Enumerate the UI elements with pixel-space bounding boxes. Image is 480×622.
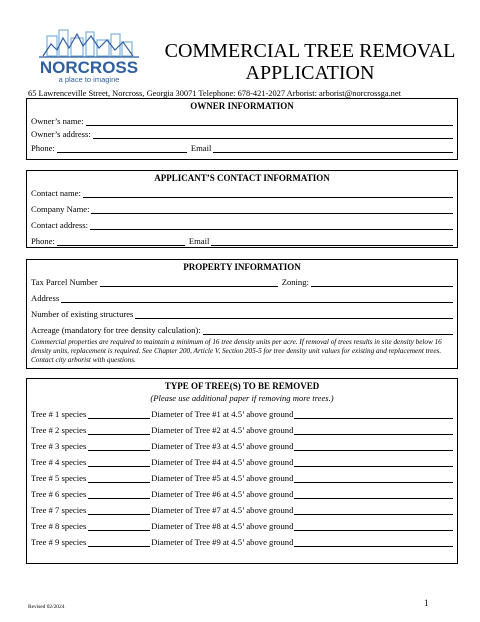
tree-species-field[interactable] (88, 506, 150, 515)
tree-species-label: Tree # 7 species (31, 505, 87, 515)
company-name-field[interactable] (91, 205, 453, 214)
tree-diameter-label: Diameter of Tree #1 at 4.5’ above ground (151, 409, 294, 419)
tree-species-field[interactable] (88, 474, 150, 483)
tree-species-field[interactable] (88, 538, 150, 547)
tree-row (31, 467, 453, 483)
tree-rows (27, 403, 457, 547)
trees-section (26, 378, 458, 564)
applicant-phone-email-row (31, 230, 453, 246)
contact-address-row (31, 214, 453, 230)
parcel-field[interactable] (100, 278, 278, 287)
density-note: Commercial properties are required to maintain a minimum of 16 tree density units per acre. If removal of trees results in site density below 16 density units, replacement is required. See Chapter 200, Article V, Section 205-5 for tree density unit values for existing and replacement trees. Contact city arborist with questions. (31, 337, 442, 364)
owner-section-title: OWNER INFORMATION (190, 101, 294, 111)
tree-species-label: Tree # 1 species (31, 409, 87, 419)
contact-address-label: Contact address: (31, 219, 89, 230)
trees-section-title: TYPE OF TREE(S) TO BE REMOVED (164, 381, 320, 391)
tree-diameter-field[interactable] (294, 426, 453, 435)
owner-address-field[interactable] (93, 130, 453, 139)
tree-diameter-field[interactable] (294, 538, 453, 547)
tree-diameter-field[interactable] (294, 442, 453, 451)
applicant-phone-field[interactable] (57, 237, 185, 246)
company-name-label: Company Name: (31, 203, 90, 214)
tree-species-label: Tree # 4 species (31, 457, 87, 467)
owner-phone-email-row (31, 139, 453, 153)
applicant-email-label: Email (188, 235, 210, 246)
tree-diameter-field[interactable] (294, 506, 453, 515)
parcel-label: Tax Parcel Number (31, 276, 98, 287)
tree-row (31, 515, 453, 531)
city-skyline-icon (33, 26, 145, 84)
owner-phone-label: Phone: (31, 142, 55, 153)
applicant-phone-label: Phone: (31, 235, 55, 246)
structures-row (31, 303, 453, 319)
norcross-logo (33, 26, 145, 84)
owner-name-label: Owner’s name: (31, 115, 84, 126)
trees-section-subtitle: (Please use additional paper if removing more trees.) (150, 393, 334, 403)
acreage-field[interactable] (203, 326, 453, 335)
tree-species-field[interactable] (88, 490, 150, 499)
tree-diameter-field[interactable] (294, 410, 453, 419)
company-name-row (31, 198, 453, 214)
tree-diameter-label: Diameter of Tree #5 at 4.5’ above ground (151, 473, 294, 483)
contact-name-field[interactable] (83, 189, 453, 198)
revised-date: Revised 02/2024 (28, 604, 65, 610)
property-section (26, 259, 458, 369)
tree-diameter-label: Diameter of Tree #4 at 4.5’ above ground (151, 457, 294, 467)
tree-row (31, 435, 453, 451)
owner-section (26, 98, 458, 160)
tree-row (31, 403, 453, 419)
acreage-row (31, 319, 453, 335)
tree-species-label: Tree # 2 species (31, 425, 87, 435)
tree-diameter-field[interactable] (294, 474, 453, 483)
document-title (160, 40, 460, 84)
tree-species-field[interactable] (88, 522, 150, 531)
title-line-2: APPLICATION (245, 62, 375, 84)
applicant-section-title: APPLICANT’S CONTACT INFORMATION (154, 173, 330, 183)
tree-species-field[interactable] (88, 458, 150, 467)
property-address-row (31, 287, 453, 303)
owner-name-field[interactable] (86, 117, 453, 126)
tree-species-field[interactable] (88, 426, 150, 435)
tree-row (31, 531, 453, 547)
tree-row (31, 419, 453, 435)
logo-wordmark: NORCROSS (39, 58, 139, 77)
tree-species-label: Tree # 3 species (31, 441, 87, 451)
owner-email-label: Email (190, 142, 212, 153)
owner-phone-field[interactable] (57, 144, 187, 153)
tree-species-field[interactable] (88, 410, 150, 419)
applicant-section (26, 170, 458, 248)
tree-row (31, 499, 453, 515)
tree-species-label: Tree # 8 species (31, 521, 87, 531)
contact-address-field[interactable] (90, 221, 453, 230)
zoning-field[interactable] (311, 278, 453, 287)
owner-address-label: Owner’s address: (31, 129, 91, 139)
tree-diameter-label: Diameter of Tree #8 at 4.5’ above ground (151, 521, 294, 531)
tree-species-label: Tree # 5 species (31, 473, 87, 483)
tree-species-label: Tree # 6 species (31, 489, 87, 499)
tree-diameter-label: Diameter of Tree #7 at 4.5’ above ground (151, 505, 294, 515)
structures-field[interactable] (135, 310, 453, 319)
parcel-zoning-row (31, 273, 453, 287)
title-line-1: COMMERCIAL TREE REMOVAL (164, 40, 456, 62)
tree-diameter-label: Diameter of Tree #6 at 4.5’ above ground (151, 489, 294, 499)
logo-tagline: a place to imagine (58, 75, 120, 84)
owner-name-row (31, 112, 453, 126)
page-number: 1 (424, 598, 429, 608)
tree-row (31, 483, 453, 499)
applicant-email-field[interactable] (211, 237, 453, 246)
contact-name-label: Contact name: (31, 187, 81, 198)
tree-diameter-label: Diameter of Tree #2 at 4.5’ above ground (151, 425, 294, 435)
tree-diameter-field[interactable] (294, 522, 453, 531)
tree-diameter-label: Diameter of Tree #9 at 4.5’ above ground (151, 537, 294, 547)
tree-diameter-field[interactable] (294, 458, 453, 467)
contact-name-row (31, 184, 453, 198)
acreage-label: Acreage (mandatory for tree density calculation): (31, 324, 201, 335)
property-address-label: Address (31, 292, 60, 303)
tree-species-label: Tree # 9 species (31, 537, 87, 547)
contact-address-line: 65 Lawrenceville Street, Norcross, Georgia 30071 Telephone: 678-421-2027 Arborist: arborist@norcrossga.net (28, 89, 401, 98)
tree-diameter-field[interactable] (294, 490, 453, 499)
structures-label: Number of existing structures (31, 308, 134, 319)
tree-species-field[interactable] (88, 442, 150, 451)
tree-diameter-label: Diameter of Tree #3 at 4.5’ above ground (151, 441, 294, 451)
owner-email-field[interactable] (213, 144, 453, 153)
property-address-field[interactable] (61, 294, 453, 303)
owner-address-row (31, 126, 453, 140)
tree-row (31, 451, 453, 467)
zoning-label: Zoning: (281, 276, 309, 287)
property-section-title: PROPERTY INFORMATION (183, 262, 301, 272)
